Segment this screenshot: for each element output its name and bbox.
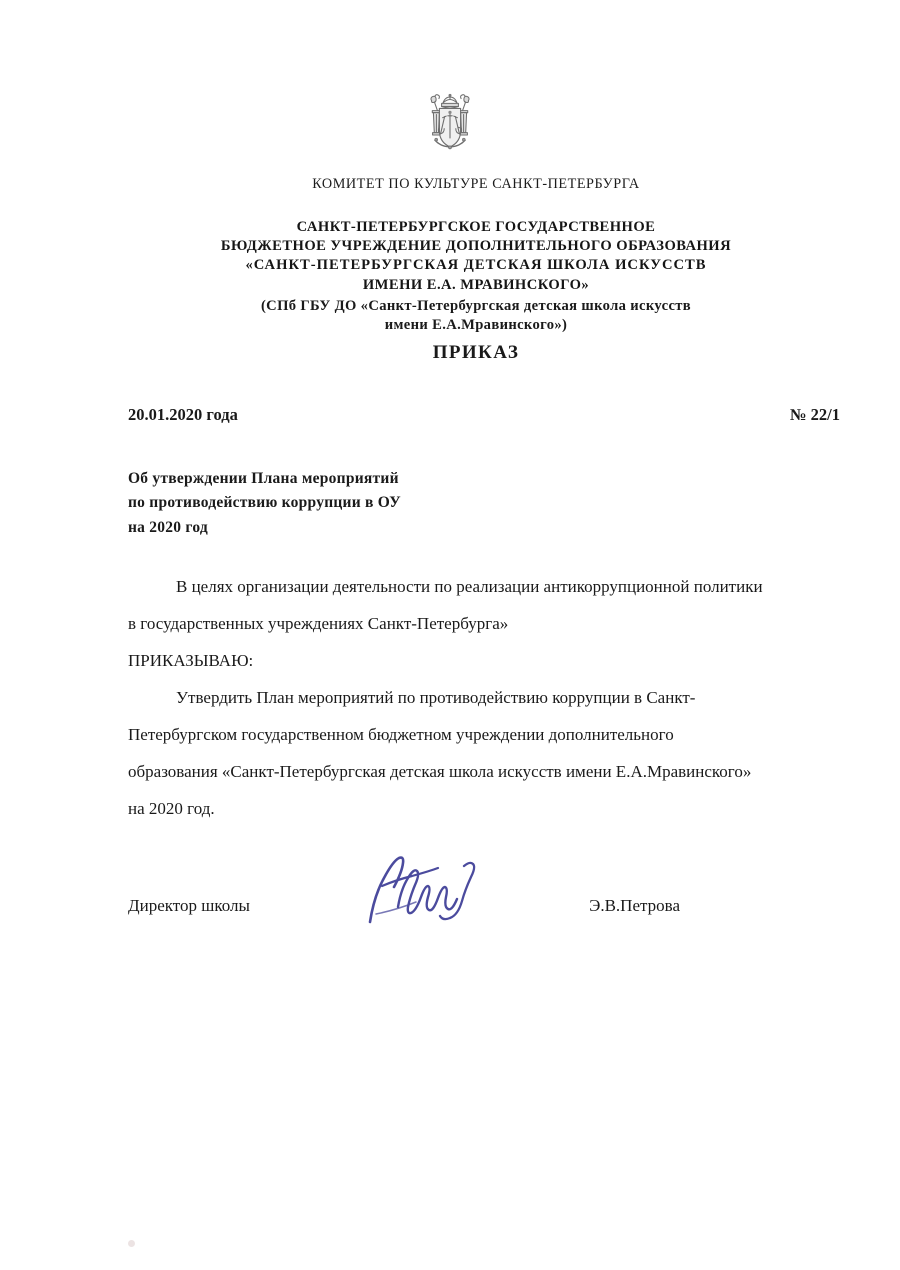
document-number: № 22/1 xyxy=(789,405,840,424)
org-line-3: «САНКТ-ПЕТЕРБУРГСКАЯ ДЕТСКАЯ ШКОЛА ИСКУССТВ xyxy=(245,257,707,274)
body-paragraph-2-line-2: Петербургском государственном бюджетном учреждении дополнительного xyxy=(128,725,674,744)
document-type-heading: ПРИКАЗ xyxy=(432,342,520,363)
org-short-line-2: имени Е.А.Мравинского») xyxy=(384,317,568,333)
scan-artifact xyxy=(128,1240,135,1247)
body-paragraph-1-line-2: в государственных учреждениях Санкт-Петербурга» xyxy=(128,614,509,633)
coat-of-arms-emblem xyxy=(0,86,900,162)
subject-line-2: по противодействию коррупции в ОУ xyxy=(128,494,401,512)
document-body xyxy=(128,568,872,827)
document-date: 20.01.2020 года xyxy=(128,405,238,424)
body-paragraph-2-line-1: Утвердить План мероприятий по противодействию коррупции в Санкт- xyxy=(176,688,696,707)
org-short-line-1: (СПб ГБУ ДО «Санкт-Петербургская детская школа искусств xyxy=(260,297,692,314)
org-line-4: ИМЕНИ Е.А. МРАВИНСКОГО» xyxy=(362,276,590,293)
subject-line-1: Об утверждении Плана мероприятий xyxy=(128,470,399,487)
signatory-role: Директор школы xyxy=(128,896,250,915)
organization-name-full xyxy=(0,218,900,295)
handwritten-signature xyxy=(352,836,552,936)
body-paragraph-2-line-3: образования «Санкт-Петербургская детская школа искусств имени Е.А.Мравинского» xyxy=(128,762,752,781)
document-meta-row xyxy=(128,405,840,425)
document-subject xyxy=(128,467,401,540)
org-line-2: БЮДЖЕТНОЕ УЧРЕЖДЕНИЕ ДОПОЛНИТЕЛЬНОГО ОБРАЗОВАНИЯ xyxy=(220,238,732,254)
subject-line-3: на 2020 год xyxy=(128,518,208,536)
body-paragraph-2-line-4: на 2020 год. xyxy=(128,799,215,818)
order-keyword: ПРИКАЗЫВАЮ: xyxy=(128,651,254,670)
signatory-name: Э.В.Петрова xyxy=(589,896,680,915)
letterhead xyxy=(0,176,900,335)
organization-name-short xyxy=(0,297,900,336)
org-line-1: САНКТ-ПЕТЕРБУРГСКОЕ ГОСУДАРСТВЕННОЕ xyxy=(296,218,656,235)
signature-block xyxy=(128,896,680,916)
committee-line: КОМИТЕТ ПО КУЛЬТУРЕ САНКТ-ПЕТЕРБУРГА xyxy=(312,176,640,192)
body-paragraph-1-line-1: В целях организации деятельности по реализации антикоррупционной политики xyxy=(176,577,763,596)
